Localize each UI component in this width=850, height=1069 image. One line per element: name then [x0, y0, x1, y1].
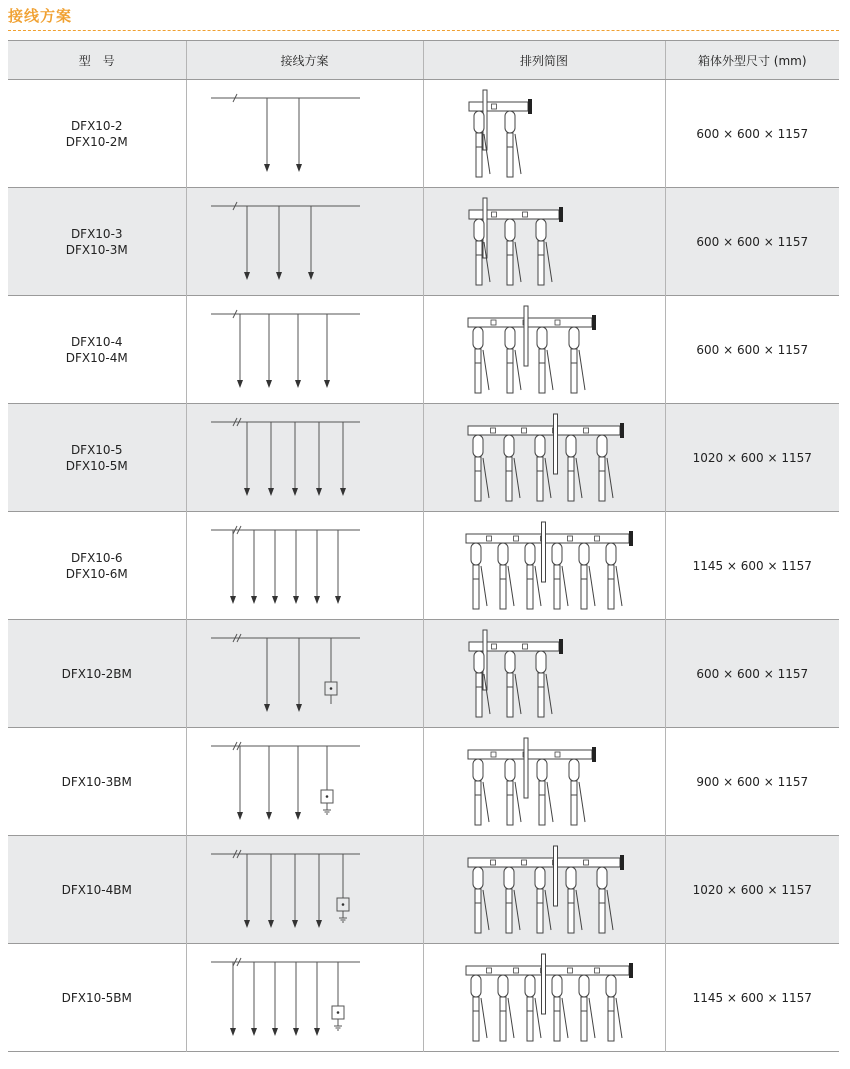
- model-name-variant: DFX10-5M: [65, 458, 128, 473]
- model-cell: [8, 620, 186, 728]
- feeder-arrow: [276, 272, 282, 280]
- arrangement-diagram: [434, 732, 654, 832]
- layout-cell: [423, 80, 665, 188]
- bushing-unit: [473, 867, 489, 933]
- model-name: DFX10-3: [70, 226, 123, 241]
- bushing-unit: [474, 219, 490, 285]
- model-name: DFX10-4: [70, 334, 123, 349]
- bushing-unit: [504, 435, 520, 501]
- scheme-cell: [186, 512, 423, 620]
- feeder-arrow: [272, 1028, 278, 1036]
- layout-cell: [423, 944, 665, 1052]
- meter-dot: [341, 903, 344, 906]
- feeder-arrow: [335, 596, 341, 604]
- arrangement-diagram: [434, 516, 654, 616]
- feeder-arrow: [230, 1028, 236, 1036]
- model-name: DFX10-3BM: [61, 774, 132, 789]
- feeder-arrow: [237, 812, 243, 820]
- rail-end-cap: [528, 99, 532, 114]
- feeder-arrow: [230, 596, 236, 604]
- vertical-rod: [524, 306, 528, 366]
- feeder-arrow: [308, 272, 314, 280]
- box-size: 1145 × 600 × 1157: [665, 944, 839, 1052]
- bushing-unit: [505, 651, 521, 717]
- box-size: 600 × 600 × 1157: [665, 296, 839, 404]
- table-row: [8, 80, 839, 188]
- feeder-arrow: [316, 488, 322, 496]
- feeder-arrow: [272, 596, 278, 604]
- bushing-unit: [504, 867, 520, 933]
- bushing-unit: [474, 651, 490, 717]
- feeder-arrow: [237, 380, 243, 388]
- table-row: [8, 728, 839, 836]
- feeder-arrow: [244, 920, 250, 928]
- bushing-unit: [474, 111, 490, 177]
- scheme-cell: [186, 836, 423, 944]
- bushing-unit: [535, 867, 551, 933]
- model-name-variant: DFX10-3M: [65, 242, 128, 257]
- vertical-rod: [524, 738, 528, 798]
- feeder-arrow: [340, 488, 346, 496]
- bushing-unit: [473, 327, 489, 393]
- vertical-rod: [554, 846, 558, 906]
- rail-end-cap: [592, 747, 596, 762]
- layout-cell: [423, 188, 665, 296]
- box-size: 600 × 600 × 1157: [665, 188, 839, 296]
- feeder-arrow: [251, 596, 257, 604]
- bushing-unit: [579, 975, 595, 1041]
- meter-dot: [325, 795, 328, 798]
- meter-dot: [329, 687, 332, 690]
- feeder-arrow: [296, 704, 302, 712]
- feeder-arrow: [293, 596, 299, 604]
- busbar-rail: [468, 750, 592, 759]
- rail-end-cap: [592, 315, 596, 330]
- feeder-arrow: [314, 596, 320, 604]
- bushing-unit: [473, 759, 489, 825]
- scheme-cell: [186, 188, 423, 296]
- feeder-arrow: [295, 380, 301, 388]
- header-scheme: 接线方案: [186, 41, 423, 80]
- model-name: DFX10-6: [70, 550, 123, 565]
- layout-cell: [423, 512, 665, 620]
- feeder-arrow: [264, 164, 270, 172]
- bushing-unit: [471, 543, 487, 609]
- scheme-cell: [186, 404, 423, 512]
- model-name: DFX10-4BM: [61, 882, 132, 897]
- model-cell: [8, 188, 186, 296]
- bushing-unit: [505, 219, 521, 285]
- arrangement-diagram: [434, 192, 654, 292]
- box-size: 1020 × 600 × 1157: [665, 836, 839, 944]
- table-row: [8, 188, 839, 296]
- scheme-cell: [186, 620, 423, 728]
- bushing-unit: [566, 435, 582, 501]
- scheme-cell: [186, 296, 423, 404]
- layout-cell: [423, 296, 665, 404]
- feeder-arrow: [316, 920, 322, 928]
- bushing-unit: [535, 435, 551, 501]
- model-cell: [8, 728, 186, 836]
- feeder-arrow: [266, 380, 272, 388]
- bushing-unit: [569, 759, 585, 825]
- bushing-unit: [552, 543, 568, 609]
- bushing-unit: [498, 975, 514, 1041]
- bushing-unit: [471, 975, 487, 1041]
- feeder-arrow: [324, 380, 330, 388]
- bushing-unit: [569, 327, 585, 393]
- model-cell: [8, 404, 186, 512]
- vertical-rod: [542, 522, 546, 582]
- bushing-unit: [579, 543, 595, 609]
- table-row: [8, 620, 839, 728]
- scheme-cell: [186, 944, 423, 1052]
- arrangement-diagram: [434, 840, 654, 940]
- box-size: 600 × 600 × 1157: [665, 80, 839, 188]
- header-layout: 排列简图: [423, 41, 665, 80]
- arrangement-diagram: [434, 84, 654, 184]
- box-size: 1020 × 600 × 1157: [665, 404, 839, 512]
- layout-cell: [423, 836, 665, 944]
- feeder-arrow: [314, 1028, 320, 1036]
- wiring-scheme-diagram: [195, 408, 415, 508]
- feeder-arrow: [244, 272, 250, 280]
- model-name: DFX10-5BM: [61, 990, 132, 1005]
- table-row: [8, 512, 839, 620]
- rail-end-cap: [620, 855, 624, 870]
- scheme-cell: [186, 728, 423, 836]
- box-size: 1145 × 600 × 1157: [665, 512, 839, 620]
- feeder-arrow: [295, 812, 301, 820]
- wiring-scheme-diagram: [195, 732, 415, 832]
- bushing-unit: [606, 543, 622, 609]
- vertical-rod: [554, 414, 558, 474]
- model-cell: [8, 296, 186, 404]
- feeder-arrow: [244, 488, 250, 496]
- wiring-scheme-diagram: [195, 948, 415, 1048]
- busbar-rail: [466, 966, 629, 975]
- feeder-arrow: [251, 1028, 257, 1036]
- box-size: 600 × 600 × 1157: [665, 620, 839, 728]
- arrangement-diagram: [434, 408, 654, 508]
- bushing-unit: [597, 435, 613, 501]
- bushing-unit: [505, 111, 521, 177]
- box-size: 900 × 600 × 1157: [665, 728, 839, 836]
- model-name: DFX10-5: [70, 442, 123, 457]
- busbar-rail: [466, 534, 629, 543]
- arrangement-diagram: [434, 624, 654, 724]
- model-name: DFX10-2: [70, 118, 123, 133]
- arrangement-diagram: [434, 300, 654, 400]
- model-cell: [8, 944, 186, 1052]
- layout-cell: [423, 620, 665, 728]
- model-cell: [8, 836, 186, 944]
- bushing-unit: [498, 543, 514, 609]
- model-cell: [8, 80, 186, 188]
- bushing-unit: [552, 975, 568, 1041]
- layout-cell: [423, 728, 665, 836]
- model-name-variant: DFX10-4M: [65, 350, 128, 365]
- bushing-unit: [473, 435, 489, 501]
- feeder-arrow: [268, 920, 274, 928]
- feeder-arrow: [292, 488, 298, 496]
- bushing-unit: [606, 975, 622, 1041]
- bushing-unit: [597, 867, 613, 933]
- bushing-unit: [525, 975, 541, 1041]
- bushing-unit: [505, 759, 521, 825]
- model-cell: [8, 512, 186, 620]
- section-title: 接线方案: [8, 7, 73, 25]
- rail-end-cap: [559, 207, 563, 222]
- title-divider: [8, 30, 839, 32]
- rail-end-cap: [629, 531, 633, 546]
- table-row: [8, 836, 839, 944]
- table-row: [8, 944, 839, 1052]
- busbar-rail: [469, 102, 528, 111]
- header-model: 型 号: [8, 41, 186, 80]
- bushing-unit: [525, 543, 541, 609]
- bushing-unit: [537, 759, 553, 825]
- model-name-variant: DFX10-2M: [65, 134, 128, 149]
- wiring-scheme-diagram: [195, 84, 415, 184]
- layout-cell: [423, 404, 665, 512]
- meter-dot: [336, 1011, 339, 1014]
- wiring-scheme-diagram: [195, 300, 415, 400]
- feeder-arrow: [293, 1028, 299, 1036]
- bushing-unit: [505, 327, 521, 393]
- bushing-unit: [537, 327, 553, 393]
- table-row: [8, 404, 839, 512]
- feeder-arrow: [264, 704, 270, 712]
- table-header-row: [8, 41, 839, 80]
- wiring-scheme-table: [8, 40, 839, 1052]
- model-name: DFX10-2BM: [61, 666, 132, 681]
- feeder-arrow: [268, 488, 274, 496]
- wiring-scheme-diagram: [195, 192, 415, 292]
- wiring-scheme-diagram: [195, 516, 415, 616]
- model-name-variant: DFX10-6M: [65, 566, 128, 581]
- arrangement-diagram: [434, 948, 654, 1048]
- bushing-unit: [536, 219, 552, 285]
- header-size: 箱体外型尺寸 (mm): [665, 41, 839, 80]
- busbar-rail: [468, 318, 592, 327]
- feeder-arrow: [296, 164, 302, 172]
- wiring-scheme-diagram: [195, 624, 415, 724]
- bushing-unit: [536, 651, 552, 717]
- rail-end-cap: [629, 963, 633, 978]
- table-body: [8, 80, 839, 1052]
- feeder-arrow: [292, 920, 298, 928]
- scheme-cell: [186, 80, 423, 188]
- wiring-scheme-diagram: [195, 840, 415, 940]
- vertical-rod: [542, 954, 546, 1014]
- rail-end-cap: [559, 639, 563, 654]
- rail-end-cap: [620, 423, 624, 438]
- feeder-arrow: [266, 812, 272, 820]
- bushing-unit: [566, 867, 582, 933]
- table-row: [8, 296, 839, 404]
